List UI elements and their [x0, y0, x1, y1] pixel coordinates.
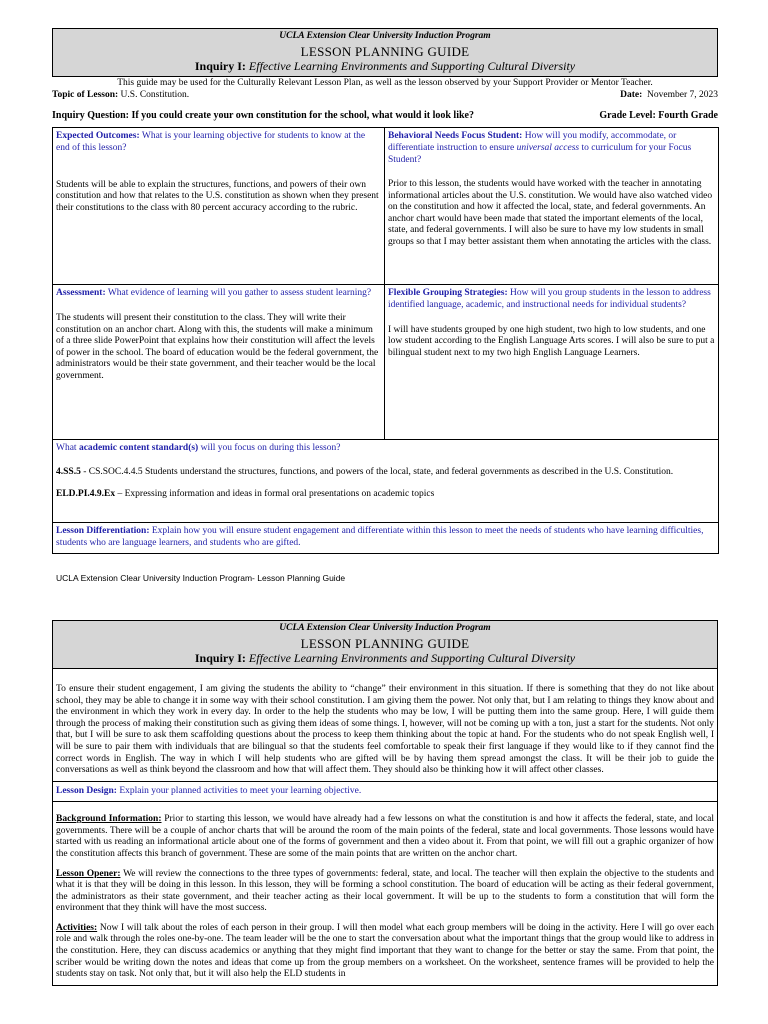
lesson-date: Date: November 7, 2023 — [620, 89, 718, 100]
lesson-design-heading: Lesson Design: Explain your planned activities to meet your learning objective. — [53, 782, 717, 803]
lesson-design-section — [53, 802, 717, 985]
guide-title: LESSON PLANNING GUIDE — [300, 635, 470, 651]
inquiry-heading: Inquiry I: Effective Learning Environments and Supporting Cultural Diversity — [194, 59, 576, 74]
page-1-footer: UCLA Extension Clear University Induction Program- Lesson Planning Guide — [56, 573, 346, 583]
behavioral-needs-body: Prior to this lesson, the students would have worked with the teacher in annotating informational articles about the U.S. constitution. We would have also watched video on the constitution and how it affected the local, state, and federal governments. An anchor chart would have been made that stated the important elements of the local, state, and federal governments. I will also be sure to have my low students in small groups so that I may better assistant them when annotating the articles with the class. — [388, 179, 713, 248]
topic-of-lesson: Topic of Lesson: U.S. Constitution. — [52, 89, 190, 100]
content-standards-cell: What academic content standard(s) will you focus on during this lesson? 4.SS.5 - CS.SOC.4.4.5 Students understand the structures, functions, and powers of the local, state, and federal governments as described in the U.S. Constitution. ELD.PI.4.9.Ex – Expressing information and ideas in formal oral presentations on academic topics — [53, 440, 719, 523]
lesson-plan-table — [52, 127, 719, 553]
assessment-cell: Assessment: What evidence of learning will you gather to assess student learning? The students will present their constitution to the class. They will write their constitution on an anchor chart. Along with this, the students will make a minimum of a three slide PowerPoint that explains how their constitution will affect the levels of power in the school. The board of education would be the federal government, the administrators would be their state government, and their teacher would be the local government. — [53, 285, 385, 440]
page-2-header — [52, 620, 718, 669]
expected-outcomes-cell: Expected Outcomes: What is your learning objective for students to know at the end of this lesson? Students will be able to explain the structures, functions, and powers of their own constitution and how that relates to the U.S. constitution as shown when they present their constitutions to the class with 80 percent accuracy according to the rubric. — [53, 128, 385, 285]
page-2-body — [52, 669, 718, 986]
page-1-header — [52, 28, 718, 77]
page-2 — [52, 620, 718, 986]
inquiry-question-row — [52, 110, 718, 122]
page-1 — [52, 28, 718, 554]
activities: Activities: Now I will talk about the roles of each person in their group. I will then model what each group members will be doing in the activity. Here I will go over each role and walk through the roles one-by-one. The team leader will be the one to start the conversation about what the important things that the group would like to address in the constitution. Here, they can discuss academics or anything that they might find important that they want to change for the better or stay the same. From that point, the scriber would be writing down the notes and ideas that come up from the group members on a worksheet. On the worksheet, sentence frames will be provided to help the students stay on task. Not only that, but it will also help the ELD students in — [56, 922, 714, 980]
standard-2: ELD.PI.4.9.Ex – Expressing information and ideas in formal oral presentations on academic topics — [56, 488, 435, 499]
program-name: UCLA Extension Clear University Induction Program — [279, 623, 491, 633]
flexible-grouping-body: I will have students grouped by one high student, two high to low students, and one low student according to the English Language Arts scores. I will also be sure to put a bilingual student next to my two high English Language Learners. — [388, 324, 715, 358]
engagement-section: To ensure their student engagement, I am giving the students the ability to “change” their environment in this situation. If there is something that they do not like about school, they may be able to change it in some way with their school constitution. I am giving them the power. Not only that, but I am relating to things they know about and the environment in which they work in every day. In order to the help the students who may be low, I will be putting them into the same group. Here, I will guide them through the process of making their constitution such as giving them ideas of some things. I, however, will not be coming up with a ton, just a start for the students. Not only that, but I will be sure to ask them scaffolding questions about the process to keep them thinking about the topic at hand. For the students who do not speak English well, I will be sure to pair them with individuals that are bilingual so that the students feel comfortable to speak their first language if they would like to if they cannot find the correct words in English. The way in which I will help students who are gifted will be by having them spread amongst the class. It will be their job to guide the conversations as well as think beyond the classroom and how that will affect them. They should also be thinking how it will affect other classes. — [53, 669, 717, 782]
lesson-differentiation-cell: Lesson Differentiation: Explain how you will ensure student engagement and differentiate within this lesson to meet the needs of students who have learning difficulties, students who are language learners, and students who are gifted. — [53, 523, 719, 553]
inquiry-question: Inquiry Question: If you could create your own constitution for the school, what would it look like? — [52, 110, 474, 122]
standard-1: 4.SS.5 - CS.SOC.4.4.5 Students understand the structures, functions, and powers of the local, state, and federal governments as described in the U.S. Constitution. — [56, 466, 674, 477]
behavioral-needs-cell: Behavioral Needs Focus Student: How will you modify, accommodate, or differentiate instruction to ensure universal access to curriculum for your Focus Student? Prior to this lesson, the students would have worked with the teacher in annotating informational articles about the U.S. constitution. We would have also watched video on the constitution and how it affected the local, state, and federal governments. An anchor chart would have been made that stated the important elements of the local, state, and federal governments. I will also be sure to have my low students in small groups so that I may better assistant them when annotating the articles with the class. — [385, 128, 719, 285]
flexible-grouping-cell: Flexible Grouping Strategies: How will you group students in the lesson to address identified language, academic, and instructional needs for individual students? I will have students grouped by one high student, two high to low students, and one low student according to the English Language Arts scores. I will also be sure to put a bilingual student next to my two high English Language Learners. — [385, 285, 719, 440]
inquiry-heading: Inquiry I: Effective Learning Environments and Supporting Cultural Diversity — [194, 651, 576, 666]
assessment-body: The students will present their constitution to the class. They will write their constitution on an anchor chart. Along with this, the students will make a minimum of a three slide PowerPoint that explains how their constitution will affect the levels of power in the school. The board of education would be the federal government, the administrators would be their state government, and their teacher would be the local government. — [56, 312, 379, 381]
program-name: UCLA Extension Clear University Induction Program — [279, 31, 491, 41]
background-information: Background Information: Prior to starting this lesson, we would have already had a few lessons on what the constitution is and how it affects the federal, state, and local governments. There will be a couple of anchor charts that will be around the room of the main points of the federal, state and local governments. Those lessons would have started with us reading an informational article about one of the forms of government and then a video about it. From that point, we will fill out a graphic organizer of how the constitution affects this branch of government. These are some of the main points that are written on the anchor chart. — [56, 814, 714, 859]
grade-level: Grade Level: Fourth Grade — [599, 110, 718, 122]
lesson-opener: Lesson Opener: We will review the connections to the three types of governments: federal, state, and local. The teacher will then explain the objective to the students and what it is that they will be doing in this lesson. In this lesson, they will be forming a school constitution. The board of education will be acting as their federal government, the administrators as their state government, and their teacher acting as their local government. It will be up to the students to form a constitution that will form the environment that they think will have the most success. — [56, 868, 714, 914]
usage-note: This guide may be used for the Culturally Relevant Lesson Plan, as well as the lesson observed by your Support Provider or Mentor Teacher. — [117, 78, 653, 89]
topic-date-row — [52, 90, 718, 102]
expected-outcomes-body: Students will be able to explain the structures, functions, and powers of their own constitution and how that relates to the U.S. constitution as shown when they present their constitutions to the class with 80 percent accuracy according to the rubric. — [56, 179, 379, 213]
guide-title: LESSON PLANNING GUIDE — [300, 43, 470, 59]
